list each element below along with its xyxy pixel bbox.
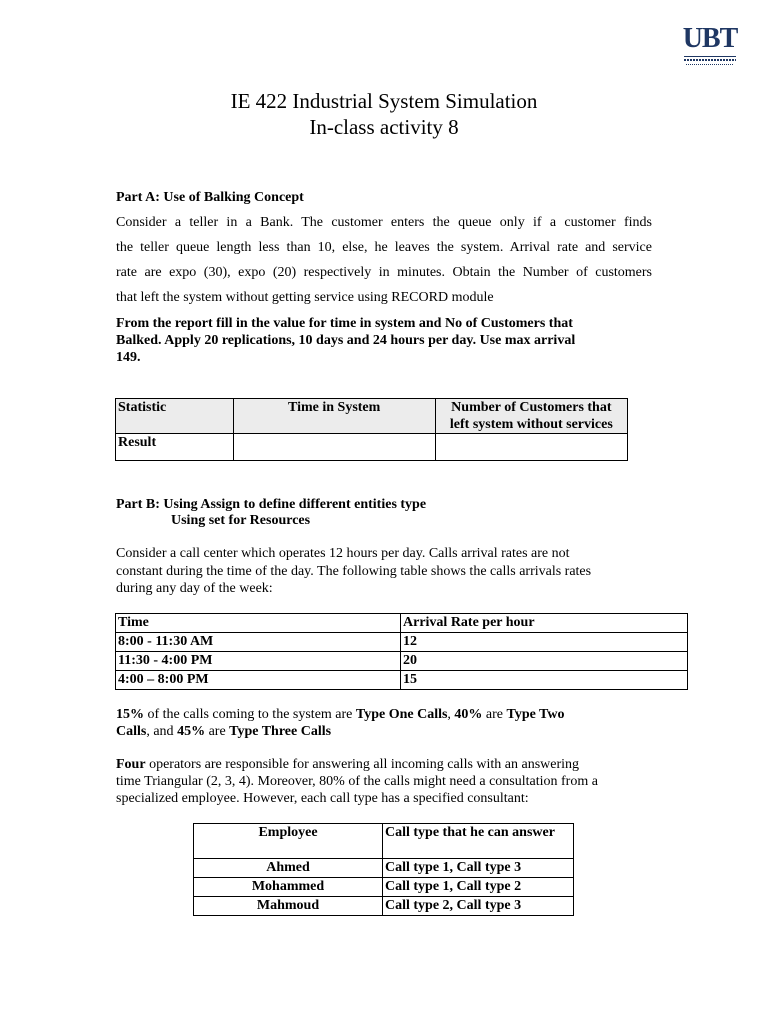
operators-line-1 (116, 756, 579, 773)
part-b-paragraph-line: constant during the time of the day. The following table shows the calls arrivals rates (116, 564, 592, 579)
logo-subtitle-mark (686, 64, 734, 65)
table-row (116, 633, 688, 652)
table-row (194, 897, 574, 916)
mix-text: are (205, 724, 230, 739)
document-title: IE 422 Industrial System Simulation (230, 89, 538, 113)
part-a-line: rate are expo (30), expo (20) respectively in minutes. Obtain the Number of customers (116, 265, 652, 280)
part-a-line: Consider a teller in a Bank. The customer enters the queue only if a customer finds (116, 215, 652, 230)
table-row (194, 878, 574, 897)
call-type-cell: Call type 2, Call type 3 (383, 897, 574, 916)
rate-cell: 15 (401, 671, 688, 690)
arrival-rates-table (115, 613, 688, 690)
table-header-row (116, 399, 628, 434)
operators-text: operators are responsible for answering all incoming calls with an answering (145, 757, 580, 772)
mix-text: , (447, 707, 455, 722)
time-cell: 8:00 - 11:30 AM (116, 633, 401, 652)
time-cell: 11:30 - 4:00 PM (116, 652, 401, 671)
table-header-row (116, 614, 688, 633)
row-label-result: Result (116, 434, 234, 461)
time-cell: 4:00 – 8:00 PM (116, 671, 401, 690)
header-customers-left-line1: Number of Customers that (451, 400, 612, 415)
operators-line-3: specialized employee. However, each call type has a specified consultant: (116, 791, 529, 806)
header-time-in-system: Time in System (233, 399, 435, 434)
table-header-row (194, 824, 574, 859)
part-a-line: that left the system without getting service using RECORD module (116, 290, 494, 305)
employee-cell: Ahmed (194, 859, 383, 878)
part-b-paragraph-line: during any day of the week: (116, 581, 273, 596)
header-arrival-rate: Arrival Rate per hour (401, 614, 688, 633)
header-call-type: Call type that he can answer (383, 824, 574, 859)
employee-cell: Mahmoud (194, 897, 383, 916)
mix-text: of the calls coming to the system are (144, 707, 356, 722)
employee-call-type-table (193, 823, 574, 916)
part-a-instruction-line: From the report fill in the value for time in system and No of Customers that (116, 316, 573, 331)
result-customers-left-cell (435, 434, 627, 461)
logo-text: UBT (682, 23, 738, 54)
operators-count: Four (116, 757, 146, 772)
part-a-line: the teller queue length less than 10, else, he leaves the system. Arrival rate and service (116, 240, 652, 255)
part-b-subheading: Using set for Resources (171, 513, 311, 528)
table-row (194, 859, 574, 878)
call-type-cell: Call type 1, Call type 2 (383, 878, 574, 897)
percent-type-one: 15% (116, 707, 144, 722)
table-row (116, 652, 688, 671)
part-a-paragraph (116, 210, 652, 310)
part-a-heading: Part A: Use of Balking Concept (116, 190, 304, 205)
type-one-label: Type One Calls (355, 707, 448, 722)
part-a-instruction-line: 149. (116, 350, 141, 365)
type-two-label: Type Two (506, 707, 565, 722)
call-type-cell: Call type 1, Call type 3 (383, 859, 574, 878)
header-customers-left-line2: left system without services (449, 417, 613, 432)
table-row (116, 671, 688, 690)
call-mix-line-1 (116, 706, 564, 723)
call-mix-line-2 (116, 723, 331, 740)
ubt-logo (678, 24, 742, 68)
logo-arabic-text-mark (684, 59, 736, 61)
header-statistic: Statistic (116, 399, 234, 434)
percent-type-two: 40% (454, 707, 483, 722)
header-time: Time (116, 614, 401, 633)
result-time-in-system-cell (233, 434, 435, 461)
part-a-results-table (115, 398, 628, 461)
logo-rule (684, 56, 736, 57)
mix-text: are (482, 707, 507, 722)
operators-line-2: time Triangular (2, 3, 4). Moreover, 80% of the calls might need a consultation from a (116, 774, 598, 789)
part-a-instruction-line: Balked. Apply 20 replications, 10 days and 24 hours per day. Use max arrival (116, 333, 576, 348)
part-b-heading: Part B: Using Assign to define different entities type (116, 497, 427, 512)
rate-cell: 20 (401, 652, 688, 671)
type-two-label-cont: Calls (116, 724, 147, 739)
table-row (116, 434, 628, 461)
mix-text: , and (146, 724, 178, 739)
percent-type-three: 45% (177, 724, 206, 739)
header-employee: Employee (194, 824, 383, 859)
rate-cell: 12 (401, 633, 688, 652)
header-customers-left (435, 399, 627, 434)
employee-cell: Mohammed (194, 878, 383, 897)
part-b-paragraph-line: Consider a call center which operates 12 hours per day. Calls arrival rates are not (116, 546, 570, 561)
document-subtitle: In-class activity 8 (309, 115, 459, 139)
type-three-label: Type Three Calls (229, 724, 332, 739)
